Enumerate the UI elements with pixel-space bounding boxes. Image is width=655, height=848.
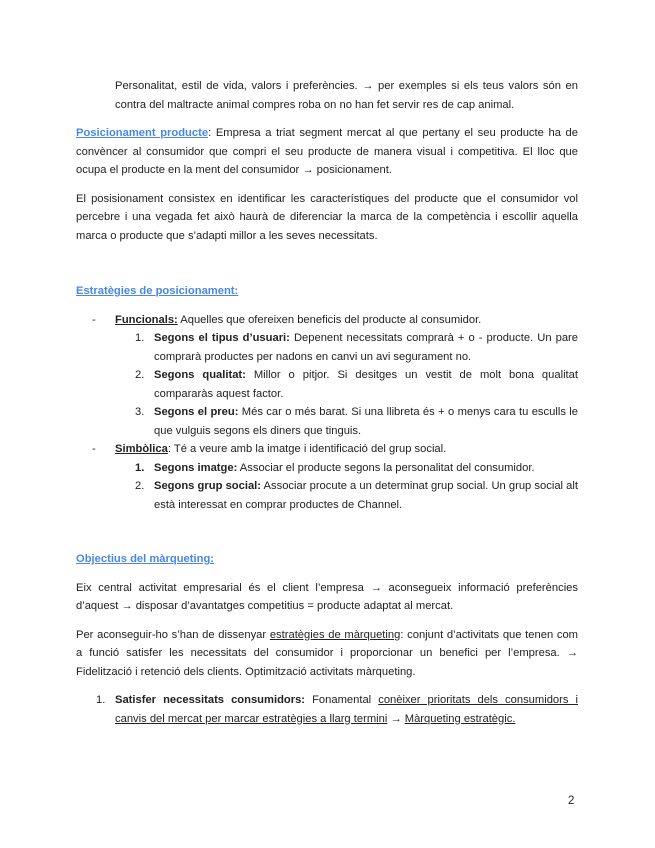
sub-text: Depenent necessitats comprarà + o - producte. Un pare comprarà productes per nadons en canvi un avi segurament no. — [154, 332, 578, 363]
sub-label: Segons imatge: — [154, 461, 238, 474]
page-content — [76, 77, 578, 728]
p2-text-a: Per aconseguir-ho s’han de dissenyar — [76, 628, 270, 641]
sub-text: Més car o més barat. Si una llibreta és + o menys cara tu esculls le que vulguis segons els diners que tinguis. — [154, 406, 578, 437]
posicionament-paragraph — [76, 124, 578, 180]
list-item — [115, 366, 578, 403]
list-number: 1. — [96, 694, 106, 706]
list-number: 1. — [135, 461, 145, 474]
objectius-heading-text: Objectius del màrqueting: — [76, 553, 214, 565]
list-text: Fonamental — [305, 694, 379, 706]
list-item — [115, 329, 578, 366]
sub-text: Associar procute a un determinat grup social. Un grup social alt està interessat en comprar productes de Channel. — [154, 480, 578, 511]
list-number: 1. — [135, 332, 145, 344]
funcionals-sublist — [115, 329, 578, 440]
list-item — [115, 403, 578, 440]
list-item-funcionals — [76, 311, 578, 441]
objectius-paragraph-1: Eix central activitat empresarial és el client l’empresa → aconsegueix informació preferències d’aquest → disposar d’avantatges competitius = producte adaptat al mercat. — [76, 581, 578, 612]
intro-paragraph: Personalitat, estil de vida, valors i preferències. → per exemples si els teus valors són en contra del maltracte animal compres roba on no han fet servir res de cap animal. — [115, 80, 578, 111]
funcionals-label: Funcionals: — [115, 313, 178, 326]
simbolica-label: Simbòlica — [115, 443, 168, 455]
list-item — [115, 477, 578, 514]
estrategies-heading-text: Estratègies de posicionament: — [76, 285, 239, 297]
sub-label: Segons qualitat: — [154, 369, 246, 381]
list-item — [76, 691, 578, 728]
list-label: Satisfer necessitats consumidors: — [115, 694, 306, 706]
objectius-list — [76, 691, 578, 728]
sub-text: Associar el producte segons la personalitat del consumidor. — [237, 461, 535, 474]
objectius-paragraph-2 — [76, 626, 578, 682]
simbolica-sublist — [115, 459, 578, 515]
funcionals-text: Aquelles que ofereixen beneficis del producte al consumidor. — [177, 313, 482, 326]
page-number: 2 — [568, 795, 575, 807]
sub-label: Segons el preu: — [154, 406, 239, 418]
list-number: 2. — [135, 480, 145, 492]
estrategies-heading — [76, 282, 578, 301]
list-item-simbolica — [76, 440, 578, 514]
posicionament-term: Posicionament producte — [76, 127, 209, 139]
list-item — [115, 459, 578, 478]
estrategies-list — [76, 311, 578, 515]
list-arrow: → — [387, 712, 405, 725]
p2-text-b: : conjunt d’activitats que tenen com a funció satisfer les necessitats del consumidor i proporcionar un benefici per l’empresa. → Fidelització i retenció dels clients. Optimització activitats màrqueting. — [76, 628, 578, 678]
list-underlined-1: conèixer prioritats dels consumidors i canvis del mercat per marcar estratègies a llarg termini — [115, 694, 578, 725]
sub-label: Segons el tipus d’usuari: — [154, 332, 290, 344]
posicionament-text: : Empresa a triat segment mercat al que pertany el seu producte ha de convèncer al consumidor que compri el seu producte de manera visual i competitiva. El lloc que ocupa el producte en la ment del consumidor → posicionament. — [76, 127, 578, 176]
dash-marker: - — [92, 443, 96, 455]
dash-marker: - — [92, 313, 96, 326]
list-number: 3. — [135, 406, 145, 418]
sub-label: Segons grup social: — [154, 480, 262, 492]
objectius-heading — [76, 550, 578, 569]
list-underlined-2: Màrqueting estratègic. — [404, 712, 516, 725]
list-number: 2. — [135, 369, 145, 381]
sub-text: Millor o pitjor. Si desitges un vestit de molt bona qualitat compararàs aquest factor. — [154, 369, 578, 400]
p2-underlined: estratègies de màrqueting — [269, 628, 401, 641]
posicionament-paragraph-2: El posisionament consistex en identificar les característiques del producte que el consumidor vol percebre i una vegada fet això haurà de diferenciar la marca de la competència i escollir aquella marca o producte que s’adapti millor a les seves necessitats. — [76, 192, 578, 242]
simbolica-text: : Té a veure amb la imatge i identificació del grup social. — [167, 443, 447, 455]
